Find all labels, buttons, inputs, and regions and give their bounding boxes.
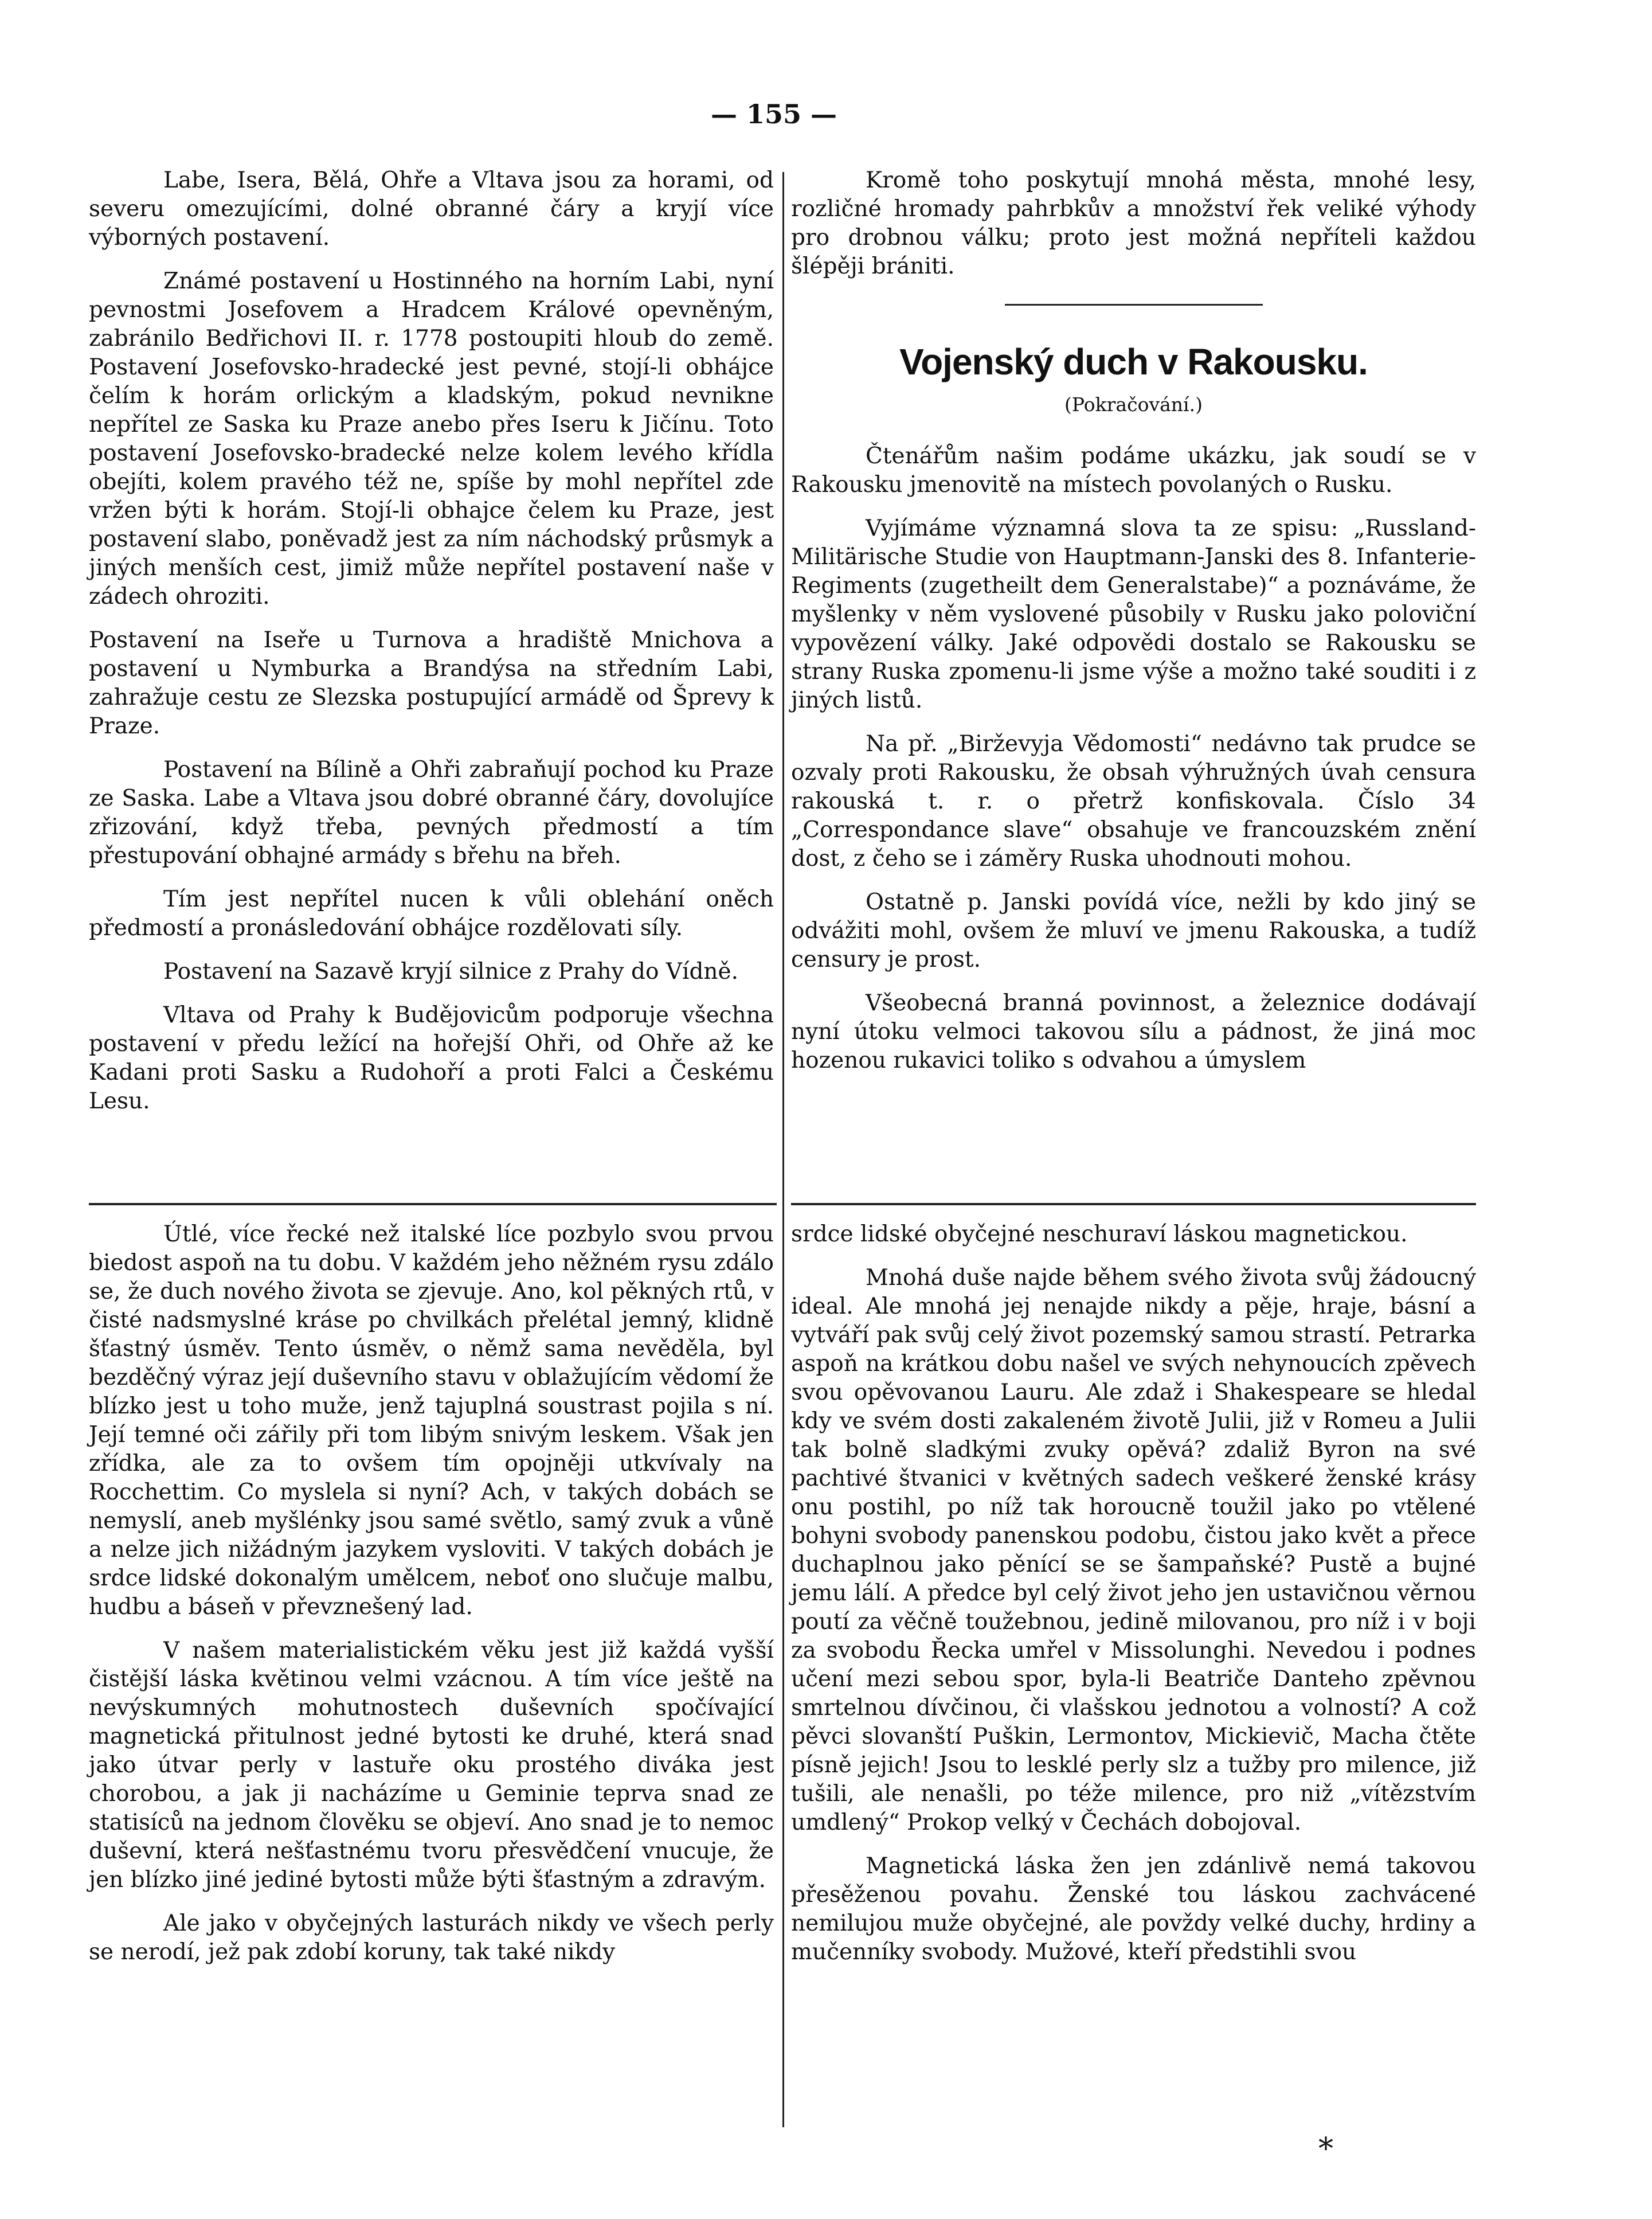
page-number: — 155 — (710, 99, 837, 130)
left-top-column (89, 166, 774, 1131)
paragraph: Postavení na Iseře u Turnova a hradiště Mnichova a postavení u Nymburka a Brandýsa na středním Labi, zahražuje cestu ze Slezska postupující armádě od Šprevy k Praze. (89, 627, 774, 739)
footer-mark: * (1318, 2132, 1333, 2166)
right-top-column (791, 166, 1476, 1090)
paragraph: Vltava od Prahy k Budějovicům podporuje všechna postavení v předu ležící na hořejší Ohři, od Ohře až ke Kadani proti Sasku a Rudohoří a proti Falci a Českému Lesu. (89, 1002, 774, 1114)
paragraph: srdce lidské obyčejné neschuraví láskou magnetickou. (791, 1221, 1408, 1247)
paragraph: Známé postavení u Hostinného na horním Labi, nyní pevnostmi Josefovem a Hradcem Králové opevněným, zabránilo Bedřichovi II. r. 1778 postoupiti hloub do země. Postavení Josefovsko-hradecké jest pevné, stojí-li obhájce čelím k horám orlickým a kladským, pokud nevnikne nepřítel ze Saska ku Praze anebo přes Iseru k Jičínu. Toto postavení Josefovsko-bradecké nelze kolem levého křídla obejíti, kolem pravého též ne, spíše by mohl nepřítel zde vržen býti k horám. Stojí-li obhajce čelem ku Praze, jest postavení slabo, poněvadž jest za ním náchodský průsmyk a jiných menších cest, jimiž může nepřítel postavení naše v zádech ohroziti. (89, 268, 774, 610)
paragraph: Mnohá duše najde během svého života svůj žádoucný ideal. Ale mnohá jej nenajde nikdy a pěje, hraje, básní a vytváří pak svůj celý život pozemský samou strastí. Petrarka aspoň na krátkou dobu našel ve svých nehynoucích zpěvech svou opěvovanou Lauru. Ale zdaž i Shakespeare se hledal kdy ve svém dosti zakaleném životě Julii, již v Romeu a Julii tak bolně sladkými zvuky opěvá? zdaliž Byron na své pachtivé štvanici v květných sadech veškeré ženské krásy onu postihl, po níž tak horoucně toužil jako po vtělené bohyni svobody panenskou podobu, čistou jako květ a přece duchaplnou jako pěnící se se šampaňské? Pustě a bujné jemu lálí. A předce byl celý život jeho jen ustavičnou věrnou poutí za věčně toužebnou, jedině milovanou, pro níž i v boji za svobodu Řecka umřel v Missolunghi. Nevedou i podnes učení mezi sebou spor, byla-li Beatriče Danteho zpěvnou smrtelnou dívčinou, či vlašskou jednotou a volností? A což pěvci slovanští Puškin, Lermontov, Mickievič, Macha čtěte písně jejich! Jsou to lesklé perly slz a tužby pro milence, již tušili, ale nenašli, po téže milence, pro niž „vítězstvím umdlený“ Prokop velký v Čechách dobojoval. (791, 1265, 1476, 1835)
paragraph: Ostatně p. Janski povídá více, nežli by kdo jiný se odvážiti mohl, ovšem že mluví ve jmenu Rakouska, a tudíž censury je prost. (791, 889, 1476, 972)
article-title: Vojenský duch v Rakousku. (899, 341, 1368, 382)
paragraph: Vyjímáme významná slova ta ze spisu: „Russland-Militärische Studie von Hauptmann-Janski des 8. Infanterie-Regiments (zugetheilt dem Generalstabe)“ a poznáváme, že myšlenky v něm vyslovené působily v Rusku jako poloviční vypovězení války. Jaké odpovědi dostalo se Rakousku se strany Ruska zpomenu-li jsme výše a možno také souditi i z jiných listů. (791, 515, 1476, 713)
paragraph: Tím jest nepřítel nucen k vůli oblehání oněch předmostí a pronásledování obhájce rozdělovati síly. (89, 886, 774, 941)
article-subtitle: (Pokračování.) (1064, 393, 1203, 416)
left-bottom-column (89, 1220, 774, 1982)
paragraph: Postavení na Sazavě kryjí silnice z Prahy do Vídně. (163, 959, 739, 985)
paragraph: Postavení na Bílině a Ohři zabraňují pochod ku Praze ze Saska. Labe a Vltava jsou dobré obranné čáry, dovolujíce zřizování, když třeba, pevných předmostí a tím přestupování obhajné armády s břehu na břeh. (89, 757, 774, 869)
paragraph: Kromě toho poskytují mnohá města, mnohé lesy, rozličné hromady pahrbkův a množství řek veliké výhody pro drobnou válku; proto jest možná nepříteli každou šlépěji brániti. (791, 167, 1476, 279)
section-divider-right (791, 1203, 1476, 1205)
paragraph: Všeobecná branná povinnost, a železnice dodávají nyní útoku velmoci takovou sílu a pádnost, že jiná moc hozenou rukavici toliko s odvahou a úmyslem (791, 990, 1476, 1073)
paragraph: Magnetická láska žen jen zdánlivě nemá takovou přesěženou povahu. Ženské tou láskou zachvácené nemilujou muže obyčejné, ale povždy velké duchy, hrdiny a mučenníky svobody. Mužové, kteří předstihli svou (791, 1853, 1476, 1965)
section-divider-left (89, 1203, 777, 1205)
column-divider (782, 172, 784, 2127)
paragraph: V našem materialistickém věku jest již každá vyšší čistější láska květinou velmi vzácnou. A tím více ještě na nevýskumných mohutnostech duševních spočívající magnetická přitulnost jedné bytosti ke druhé, která snad jako útvar perly v lastuře oku prostého diváka jest chorobou, a jak ji nacházíme u Geminie teprva snad ze statisíců na jednom člověku se objeví. Ano snad je to nemoc duševní, která nešťastnému tvoru přesvědčení vnucuje, že jen blízko jiné jediné bytosti může býti šťastným a zdravým. (89, 1638, 774, 1893)
article-separator (1005, 304, 1263, 306)
paragraph: Ale jako v obyčejných lasturách nikdy ve všech perly se nerodí, jež pak zdobí koruny, tak také nikdy (89, 1911, 774, 1965)
paragraph: Čtenářům našim podáme ukázku, jak soudí se v Rakousku jmenovitě na místech povolaných o Rusku. (791, 443, 1476, 498)
paragraph: Na př. „Birževyja Vědomosti“ nedávno tak prudce se ozvaly proti Rakousku, že obsah výhružných úvah censura rakouská t. r. o přetrž konfiskovala. Číslo 34 „Correspondance slave“ obsahuje ve francouzském znění dost, z čeho se i záměry Ruska uhodnouti mohou. (791, 731, 1476, 872)
paragraph: Labe, Isera, Bělá, Ohře a Vltava jsou za horami, od severu omezujícími, dolné obranné čáry a kryjí více výborných postavení. (89, 167, 774, 251)
paragraph: Útlé, více řecké než italské líce pozbylo svou prvou biedost aspoň na tu dobu. V každém jeho něžném rysu zdálo se, že duch nového života se zjevuje. Ano, kol pěkných rtů, v čisté nadsmyslné kráse po chvilkách přelétal jemný, klidně šťastný úsměv. Tento úsměv, o němž sama nevěděla, byl bezděčný výraz její duševního stavu v oblažujícím vědomí že blízko jest u toho muže, jenž tajuplná soustrast pojila s ní. Její temné oči zářily při tom libým snivým leskem. Však jen zřídka, ale za to ovšem tím opojněji utkvívaly na Rocchettim. Co myslela si nyní? Ach, v takých dobách se nemyslí, aneb myšlénky jsou samé světlo, samý zvuk a vůně a nelze jich nižádným jazykem vysloviti. V takých dobách je srdce lidské dokonalým umělcem, neboť ono slučuje malbu, hudbu a báseň v převznešený lad. (89, 1221, 774, 1620)
right-bottom-column (791, 1220, 1476, 1982)
